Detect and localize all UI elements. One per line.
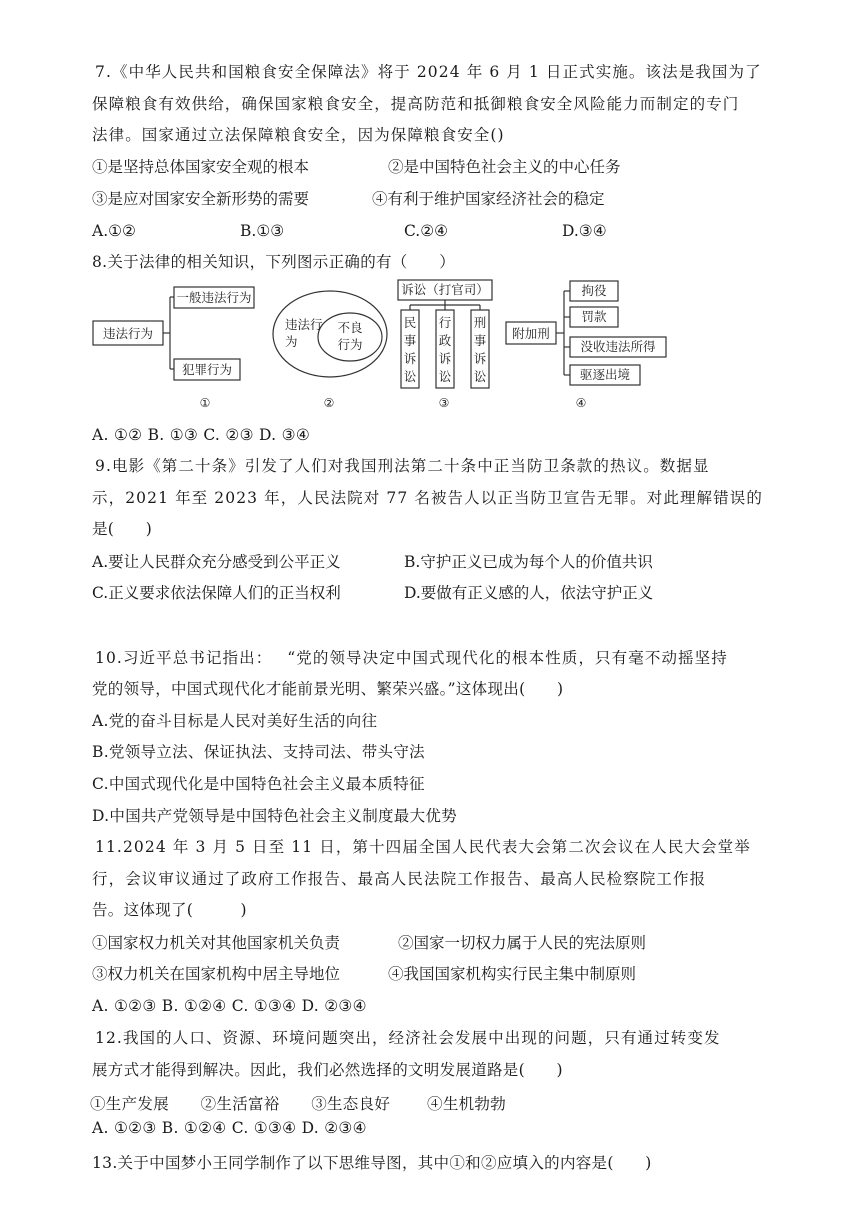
d4-item-1: 拘役 — [581, 283, 607, 298]
d2-outer-text-1: 违法行 — [285, 317, 323, 332]
diagram-label-1: ① — [199, 396, 211, 410]
q7-item-1: ①是坚持总体国家安全观的根本 — [92, 158, 310, 176]
diagram-1-illegal-acts — [93, 287, 254, 410]
q11-stem-line2: 行，会议审议通过了政府工作报告、最高人民法院工作报告、最高人民检察院工作报 — [92, 870, 707, 888]
q12-options: A. ①②③ B. ①②④ C. ①③④ D. ②③④ — [92, 1119, 367, 1137]
q7-item-3: ③是应对国家安全新形势的需要 — [92, 190, 310, 208]
d3-col2-char: 讼 — [438, 369, 452, 384]
q9-option-d: D.要做有正义感的人，依法守护正义 — [404, 584, 654, 602]
q12-stem-line2: 展方式才能得到解决。因此，我们必然选择的文明发展道路是( ) — [92, 1061, 563, 1079]
q12-items: ①生产发展 ②生活富裕 ③生态良好 ④生机勃勃 — [90, 1095, 507, 1113]
q8-stem: 8.关于法律的相关知识，下列图示正确的有（ ） — [92, 253, 455, 271]
q7-stem-line1: 7.《中华人民共和国粮食安全保障法》将于 2024 年 6 月 1 日正式实施。该法是我国为了 — [95, 63, 762, 81]
d3-col2-char: 行 — [438, 315, 452, 330]
diagram-label-4: ④ — [575, 396, 587, 410]
q7-item-2: ②是中国特色社会主义的中心任务 — [388, 158, 621, 176]
d2-inner-text-1: 不良 — [337, 320, 363, 335]
d3-col1-char: 诉 — [403, 351, 417, 366]
d3-col1-char: 民 — [403, 315, 417, 330]
diagram-2-venn — [273, 291, 387, 410]
q13-stem: 13.关于中国梦小王同学制作了以下思维导图，其中①和②应填入的内容是( ) — [92, 1154, 652, 1172]
q8-diagrams — [90, 277, 690, 417]
diagram-label-2: ② — [323, 396, 335, 410]
q9-stem-line1: 9.电影《第二十条》引发了人们对我国刑法第二十条中正当防卫条款的热议。数据显 — [95, 457, 710, 475]
q8-options: A. ①② B. ①③ C. ②③ D. ③④ — [92, 426, 311, 444]
diagram-3-litigation — [398, 280, 492, 410]
q11-item-3: ③权力机关在国家机构中居主导地位 — [92, 965, 341, 983]
q11-item-4: ④我国国家机构实行民主集中制原则 — [388, 965, 637, 983]
d3-col1-char: 讼 — [403, 369, 417, 384]
d1-left-text: 违法行为 — [102, 326, 154, 341]
q9-stem-line2: 示，2021 年至 2023 年，人民法院对 77 名被告人以正当防卫宣告无罪。对此理解错误的 — [92, 489, 763, 507]
d3-top-text: 诉讼（打官司） — [401, 282, 489, 297]
q11-stem-line1: 11.2024 年 3 月 5 日至 11 日，第十四届全国人民代表大会第二次会议在人民大会堂举 — [95, 838, 751, 856]
d4-left-text: 附加刑 — [512, 326, 550, 341]
q11-options: A. ①②③ B. ①②④ C. ①③④ D. ②③④ — [92, 997, 367, 1015]
q7-option-d: D.③④ — [562, 222, 607, 240]
d1-bottom-text: 犯罪行为 — [181, 362, 233, 377]
q9-option-b: B.守护正义已成为每个人的价值共识 — [404, 553, 653, 571]
diagram-4-supplementary-penalties — [506, 281, 666, 410]
diagram-label-3: ③ — [438, 396, 450, 410]
d3-col1-char: 事 — [403, 333, 417, 348]
q9-option-c: C.正义要求依法保障人们的正当权利 — [92, 584, 341, 602]
q7-option-a: A.①② — [92, 222, 136, 240]
q10-option-c: C.中国式现代化是中国特色社会主义最本质特征 — [92, 775, 425, 793]
q7-stem-line2: 保障粮食有效供给，确保国家粮食安全，提高防范和抵御粮食安全风险能力而制定的专门 — [92, 95, 740, 113]
d3-col2-char: 政 — [438, 333, 452, 348]
q9-stem-line3: 是( ) — [92, 520, 153, 538]
q12-stem-line1: 12.我国的人口、资源、环境问题突出，经济社会发展中出现的问题，只有通过转变发 — [95, 1029, 721, 1047]
q10-option-a: A.党的奋斗目标是人民对美好生活的向往 — [92, 712, 378, 730]
q7-option-b: B.①③ — [240, 222, 285, 240]
q10-option-b: B.党领导立法、保证执法、支持司法、带头守法 — [92, 743, 425, 761]
d3-col2-char: 诉 — [438, 351, 452, 366]
d1-top-text: 一般违法行为 — [176, 290, 252, 305]
d4-item-3: 没收违法所得 — [580, 339, 656, 354]
d4-item-4: 驱逐出境 — [579, 367, 631, 382]
q10-stem-line1: 10.习近平总书记指出： “党的领导决定中国式现代化的根本性质，只有毫不动摇坚持 — [95, 649, 728, 667]
d2-inner-text-2: 行为 — [337, 337, 363, 352]
d3-col3-char: 刑 — [473, 315, 487, 330]
q10-option-d: D.中国共产党领导是中国特色社会主义制度最大优势 — [92, 807, 458, 825]
q10-stem-line2: 党的领导，中国式现代化才能前景光明、繁荣兴盛。”这体现出( ) — [92, 680, 564, 698]
d3-col3-char: 诉 — [473, 351, 487, 366]
d2-outer-text-2: 为 — [285, 334, 298, 349]
d4-item-2: 罚款 — [581, 309, 607, 324]
q11-item-2: ②国家一切权力属于人民的宪法原则 — [398, 934, 647, 952]
q8-diagram-svg — [90, 277, 690, 417]
q9-option-a: A.要让人民群众充分感受到公平正义 — [92, 553, 341, 571]
q7-stem-line3: 法律。国家通过立法保障粮食安全，因为保障粮食安全() — [92, 126, 505, 144]
q7-item-4: ④有利于维护国家经济社会的稳定 — [372, 190, 605, 208]
d3-col3-char: 事 — [473, 333, 487, 348]
q7-option-c: C.②④ — [404, 222, 449, 240]
q11-item-1: ①国家权力机关对其他国家机关负责 — [92, 934, 341, 952]
q11-stem-line3: 告。这体现了( ) — [92, 901, 247, 919]
d3-col3-char: 讼 — [473, 369, 487, 384]
